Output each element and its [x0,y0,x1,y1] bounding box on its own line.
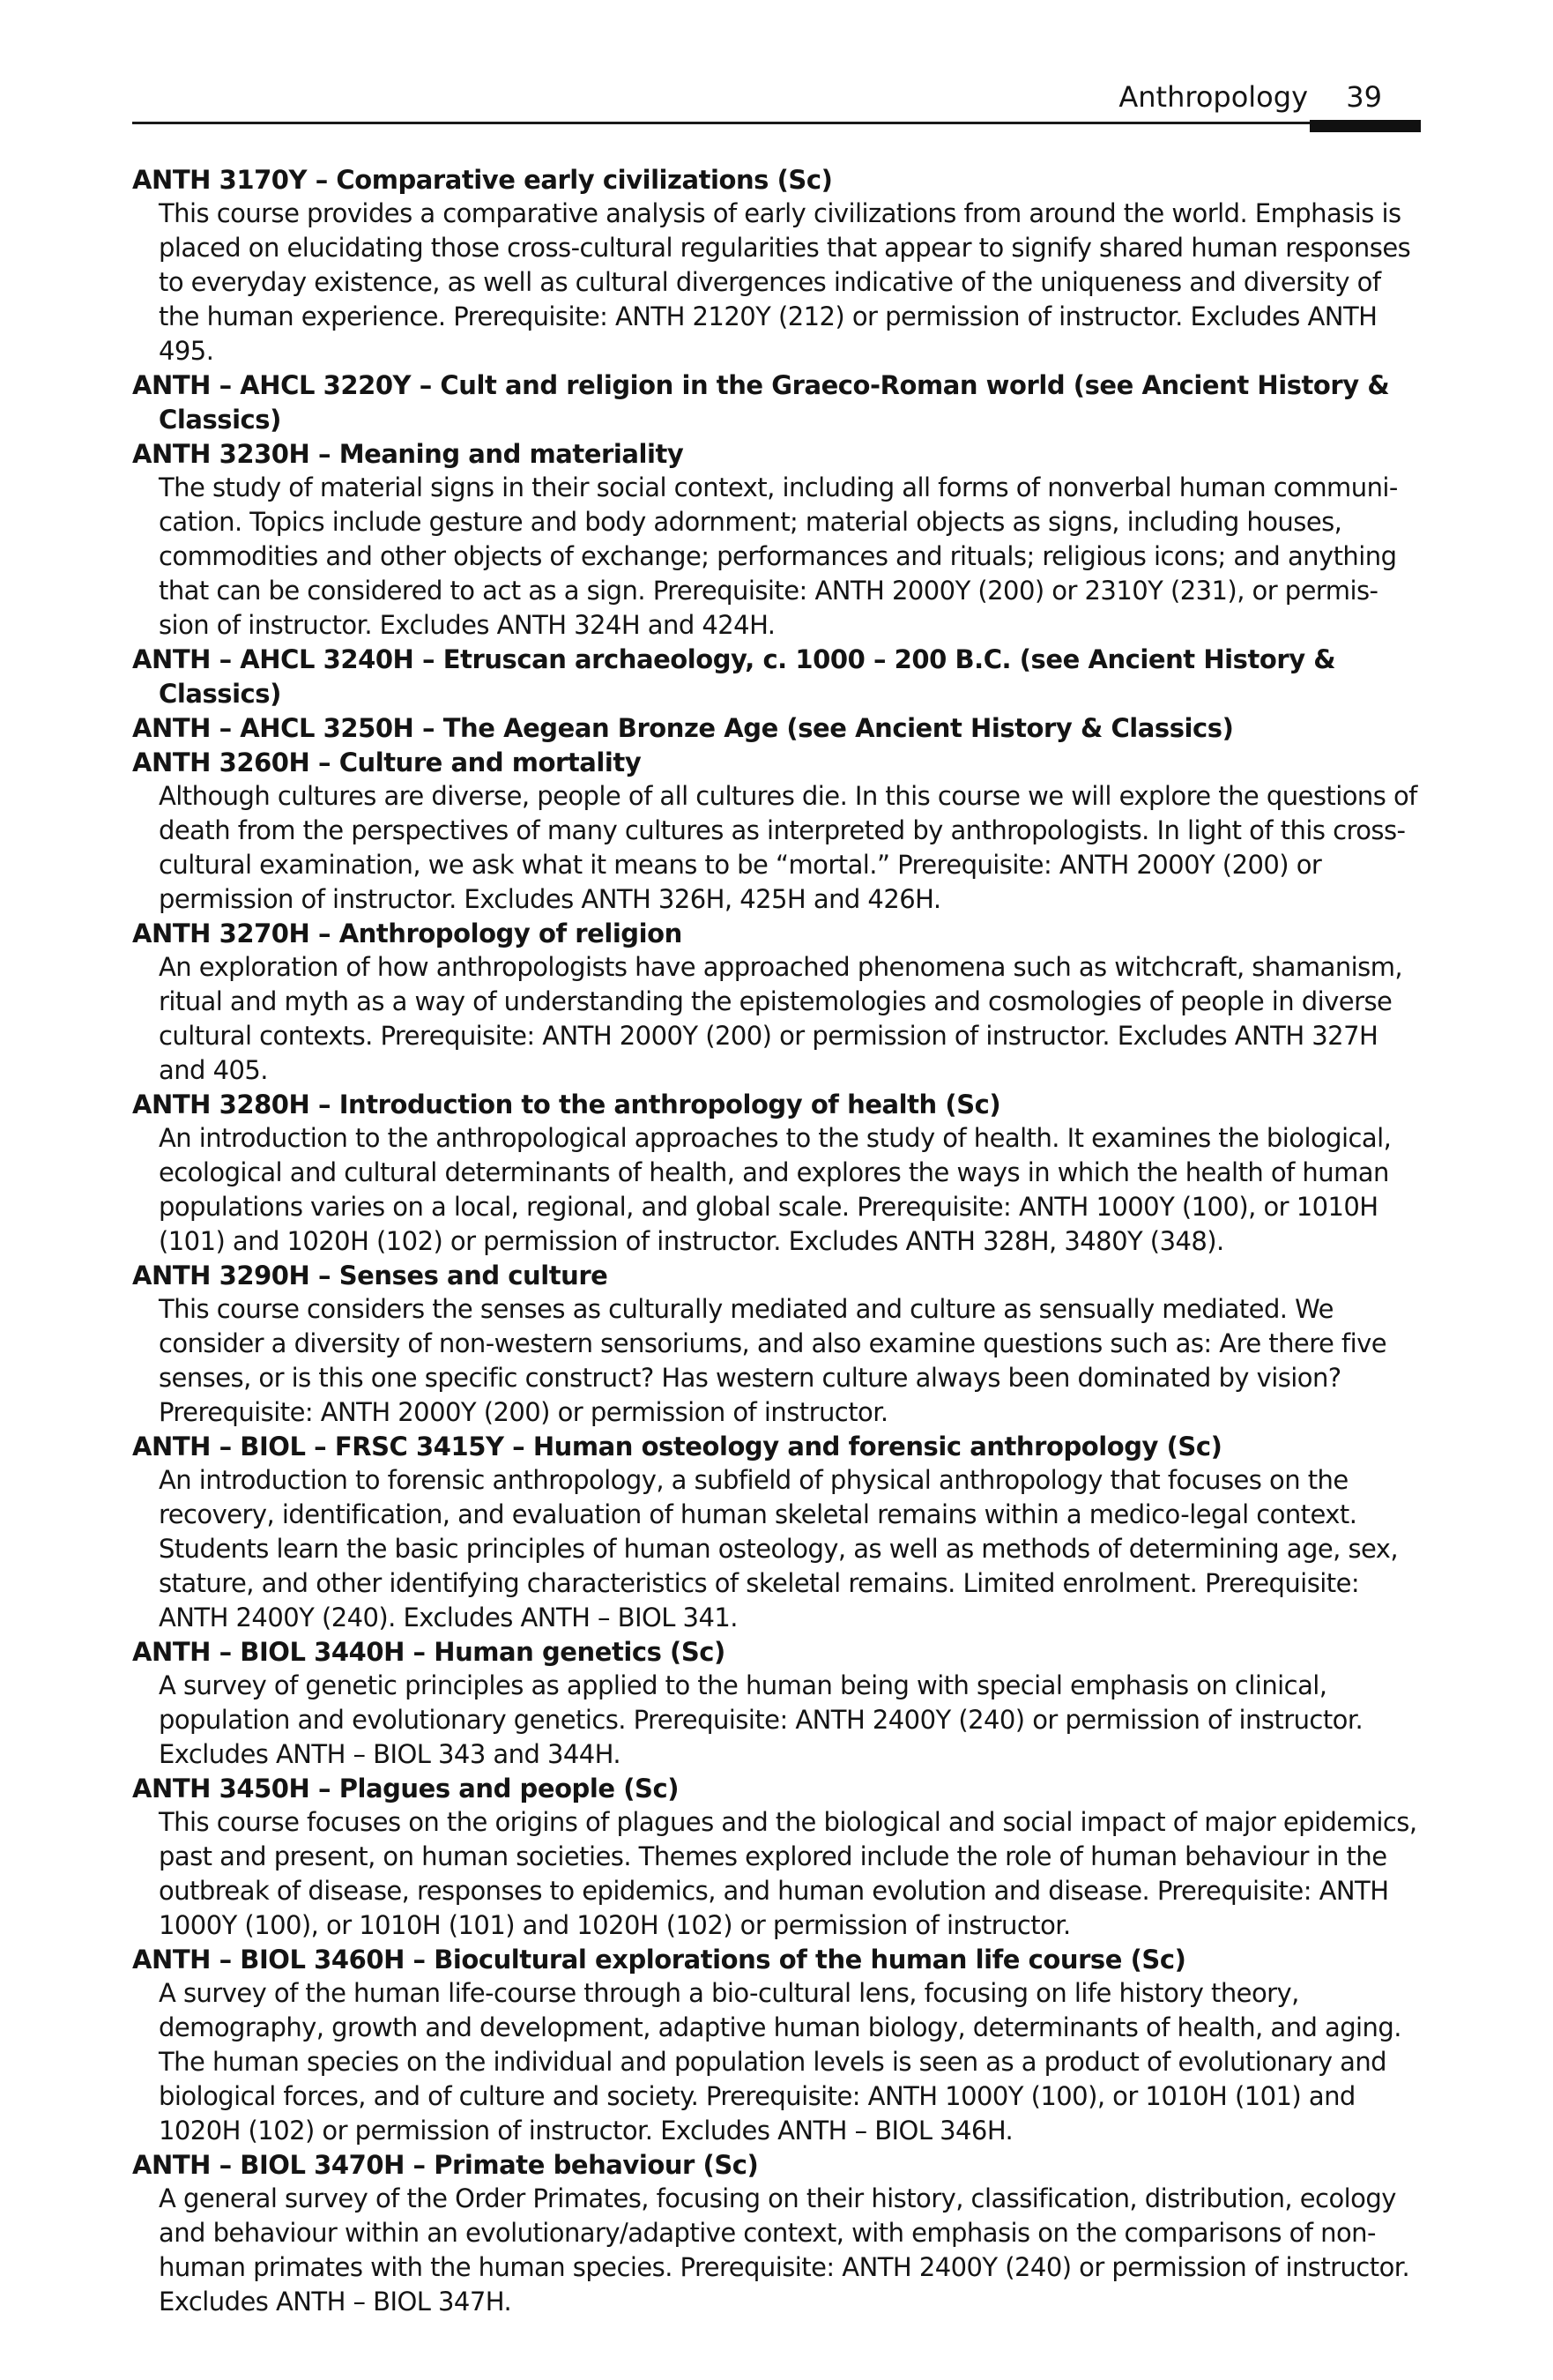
course-description: A survey of the human life-course through a bio-cultural lens, focusing on life history theory, demography, growth and development, adaptive human biology, determinants of health, and aging. The human species on the individual and population levels is seen as a product of evolutionary and biological forces, and of culture and society. Prerequisite: ANTH 1000Y (100), or 1010H (101) and 1020H (102) or permission of instructor. Excludes ANTH – BIOL 346H. [159,1978,1401,2146]
course-entry [132,163,1421,368]
course-description: Although cultures are diverse, people of all cultures die. In this course we will explore the questions of death from the perspectives of many cultures as interpreted by anthropologists. In light of this cross-cultural examination, we ask what it means to be “mortal.” Prerequisite: ANTH 2000Y (200) or permission of instructor. Excludes ANTH 326H, 425H and 426H. [159,781,1417,914]
course-title: ANTH 3260H – Culture and mortality [132,747,642,777]
header-rule [132,122,1421,124]
page-number: 39 [1346,80,1382,114]
course-title: ANTH – AHCL 3250H – The Aegean Bronze Age (see Ancient History & Classics) [132,713,1234,743]
course-title: ANTH 3270H – Anthropology of religion [132,919,682,948]
course-title: ANTH – BIOL 3440H – Human genetics (Sc) [132,1637,725,1667]
course-description: A general survey of the Order Primates, focusing on their history, classification, distribution, ecology and behaviour within an evolutionary/adaptive context, with emphasis on the comparisons of non-human primates with the human species. Prerequisite: ANTH 2400Y (240) or permission of instructor. Excludes ANTH – BIOL 347H. [159,2183,1410,2317]
course-title: ANTH – BIOL – FRSC 3415Y – Human osteology and forensic anthropology (Sc) [132,1432,1222,1461]
course-title: ANTH – BIOL 3460H – Biocultural explorations of the human life course (Sc) [132,1945,1186,1975]
course-entry [132,1088,1421,1259]
course-description: This course considers the senses as culturally mediated and culture as sensually mediated. We consider a diversity of non-western sensoriums, and also examine questions such as: Are there five senses, or is this one specific construct? Has western culture always been dominated by vision? Prerequisite: ANTH 2000Y (200) or permission of instructor. [159,1294,1386,1427]
course-description: An introduction to the anthropological approaches to the study of health. It examines the biological, ecological and cultural determinants of health, and explores the ways in which the health of human populations varies on a local, regional, and global scale. Prerequisite: ANTH 1000Y (100), or 1010H (101) and 1020H (102) or permission of instructor. Excludes ANTH 328H, 3480Y (348). [159,1123,1392,1256]
course-title: ANTH 3170Y – Comparative early civilizations (Sc) [132,165,833,195]
course-description: An introduction to forensic anthropology, a subfield of physical anthropology that focuses on the recovery, identification, and evaluation of human skeletal remains within a medico-legal context. Students learn the basic principles of human osteology, as well as methods of determining age, sex, stature, and other identifying characteristics of skeletal remains. Limited enrolment. Prerequisite: ANTH 2400Y (240). Excludes ANTH – BIOL 341. [159,1465,1399,1633]
header-bar [1310,120,1421,132]
course-entry [132,1635,1421,1772]
course-entry [132,917,1421,1088]
course-description: An exploration of how anthropologists have approached phenomena such as witchcraft, shamanism, ritual and myth as a way of understanding the epistemologies and cosmologies of people in diverse cultural contexts. Prerequisite: ANTH 2000Y (200) or permission of instructor. Excludes ANTH 327H and 405. [159,952,1403,1085]
course-title: ANTH – AHCL 3220Y – Cult and religion in the Graeco-Roman world (see Ancient History & Classics) [132,370,1390,435]
course-entry [132,2148,1421,2319]
course-description: The study of material signs in their social context, including all forms of nonverbal human communi-cation. Topics include gesture and body adornment; material objects as signs, including houses, commodities and other objects of exchange; performances and rituals; religious icons; and anything that can be considered to act as a sign. Prerequisite: ANTH 2000Y (200) or 2310Y (231), or permis-sion of instructor. Excludes ANTH 324H and 424H. [159,472,1398,640]
course-entry [132,1943,1421,2148]
course-entry [132,746,1421,917]
course-entry [132,368,1421,437]
page-header [132,78,1421,136]
course-title: ANTH – BIOL 3470H – Primate behaviour (Sc) [132,2150,759,2180]
course-entry [132,1772,1421,1943]
course-description: A survey of genetic principles as applied to the human being with special emphasis on clinical, population and evolutionary genetics. Prerequisite: ANTH 2400Y (240) or permission of instructor. Excludes ANTH – BIOL 343 and 344H. [159,1670,1364,1769]
course-list [132,163,1421,2319]
course-title: ANTH 3280H – Introduction to the anthropology of health (Sc) [132,1090,1001,1119]
course-title: ANTH 3450H – Plagues and people (Sc) [132,1774,680,1804]
course-entry [132,437,1421,643]
course-entry [132,1430,1421,1635]
course-title: ANTH – AHCL 3240H – Etruscan archaeology, c. 1000 – 200 B.C. (see Ancient History & Classics) [132,644,1336,709]
course-title: ANTH 3290H – Senses and culture [132,1261,608,1290]
running-head: Anthropology [1118,80,1308,114]
course-entry [132,643,1421,711]
course-entry [132,711,1421,746]
course-entry [132,1259,1421,1430]
course-title: ANTH 3230H – Meaning and materiality [132,439,684,469]
course-description: This course focuses on the origins of plagues and the biological and social impact of major epidemics, past and present, on human societies. Themes explored include the role of human behaviour in the outbreak of disease, responses to epidemics, and human evolution and disease. Prerequisite: ANTH 1000Y (100), or 1010H (101) and 1020H (102) or permission of instructor. [159,1807,1417,1940]
course-description: This course provides a comparative analysis of early civilizations from around the world. Emphasis is placed on elucidating those cross-cultural regularities that appear to signify shared human responses to everyday existence, as well as cultural divergences indicative of the uniqueness and diversity of the human experience. Prerequisite: ANTH 2120Y (212) or permission of instructor. Excludes ANTH 495. [159,198,1411,366]
